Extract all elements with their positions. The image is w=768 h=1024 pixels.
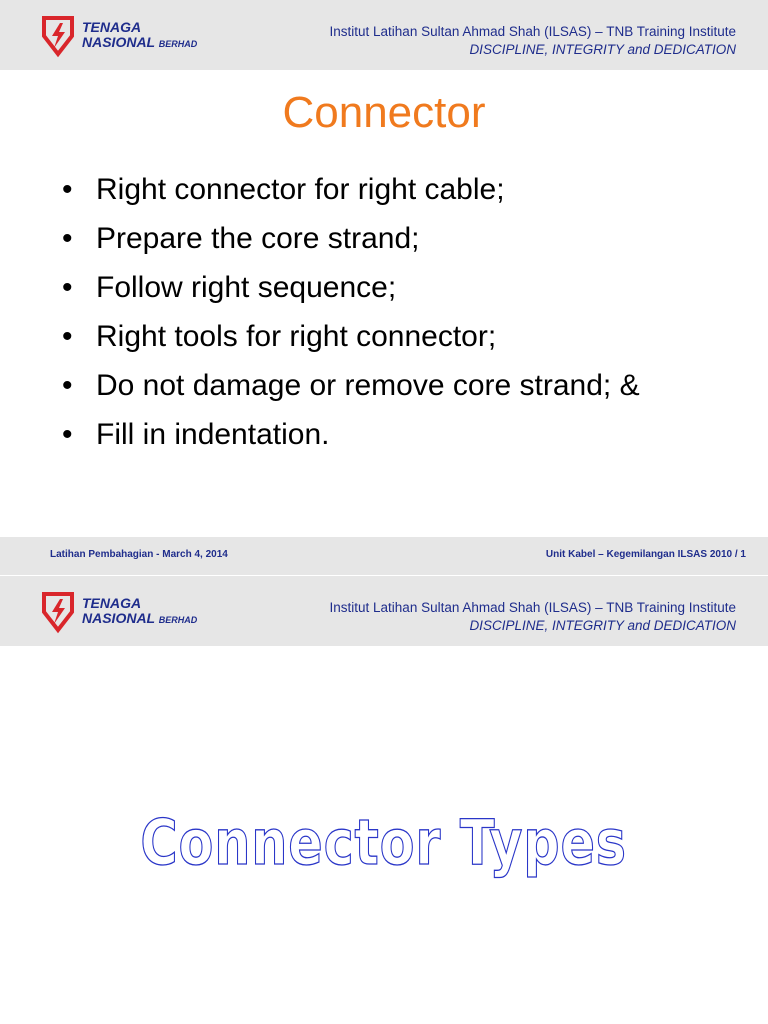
institute-name: Institut Latihan Sultan Ahmad Shah (ILSAS) – TNB Training Institute bbox=[329, 24, 736, 39]
tnb-logo-icon bbox=[38, 590, 78, 634]
institute-name: Institut Latihan Sultan Ahmad Shah (ILSAS) – TNB Training Institute bbox=[329, 600, 736, 615]
footer-right: Unit Kabel – Kegemilangan ILSAS 2010 / 1 bbox=[545, 549, 746, 560]
institute-block bbox=[330, 23, 736, 59]
bullet-item: • Right tools for right connector; bbox=[62, 319, 742, 354]
bullet-item: • Right connector for right cable; bbox=[62, 172, 742, 207]
slide-header bbox=[0, 0, 768, 70]
logo-line1: TENAGA bbox=[82, 595, 142, 611]
bullet-item: • Fill in indentation. bbox=[62, 417, 742, 452]
bullet-item: • Follow right sequence; bbox=[62, 270, 742, 305]
institute-block bbox=[330, 599, 736, 635]
logo-line1: TENAGA bbox=[82, 19, 142, 35]
slide-title: Connector bbox=[282, 88, 486, 137]
slide-2 bbox=[0, 576, 768, 1024]
logo-line2: NASIONAL BERHAD bbox=[82, 610, 198, 626]
bullet-item: • Prepare the core strand; bbox=[62, 221, 742, 256]
slide2-title: Connector Types bbox=[140, 806, 628, 879]
slide2-title-wrap bbox=[0, 806, 768, 879]
footer-left: Latihan Pembahagian - March 4, 2014 bbox=[50, 549, 228, 560]
tnb-logo bbox=[38, 14, 218, 58]
bullet-list bbox=[62, 172, 742, 466]
slide-header bbox=[0, 576, 768, 646]
bullet-item: • Do not damage or remove core strand; & bbox=[62, 368, 656, 403]
slide-footer bbox=[0, 537, 768, 575]
tnb-logo bbox=[38, 590, 218, 634]
motto: DISCIPLINE, INTEGRITY and DEDICATION bbox=[469, 618, 736, 633]
logo-line2: NASIONAL BERHAD bbox=[82, 34, 198, 50]
tnb-logo-icon bbox=[38, 14, 78, 58]
motto: DISCIPLINE, INTEGRITY and DEDICATION bbox=[469, 42, 736, 57]
